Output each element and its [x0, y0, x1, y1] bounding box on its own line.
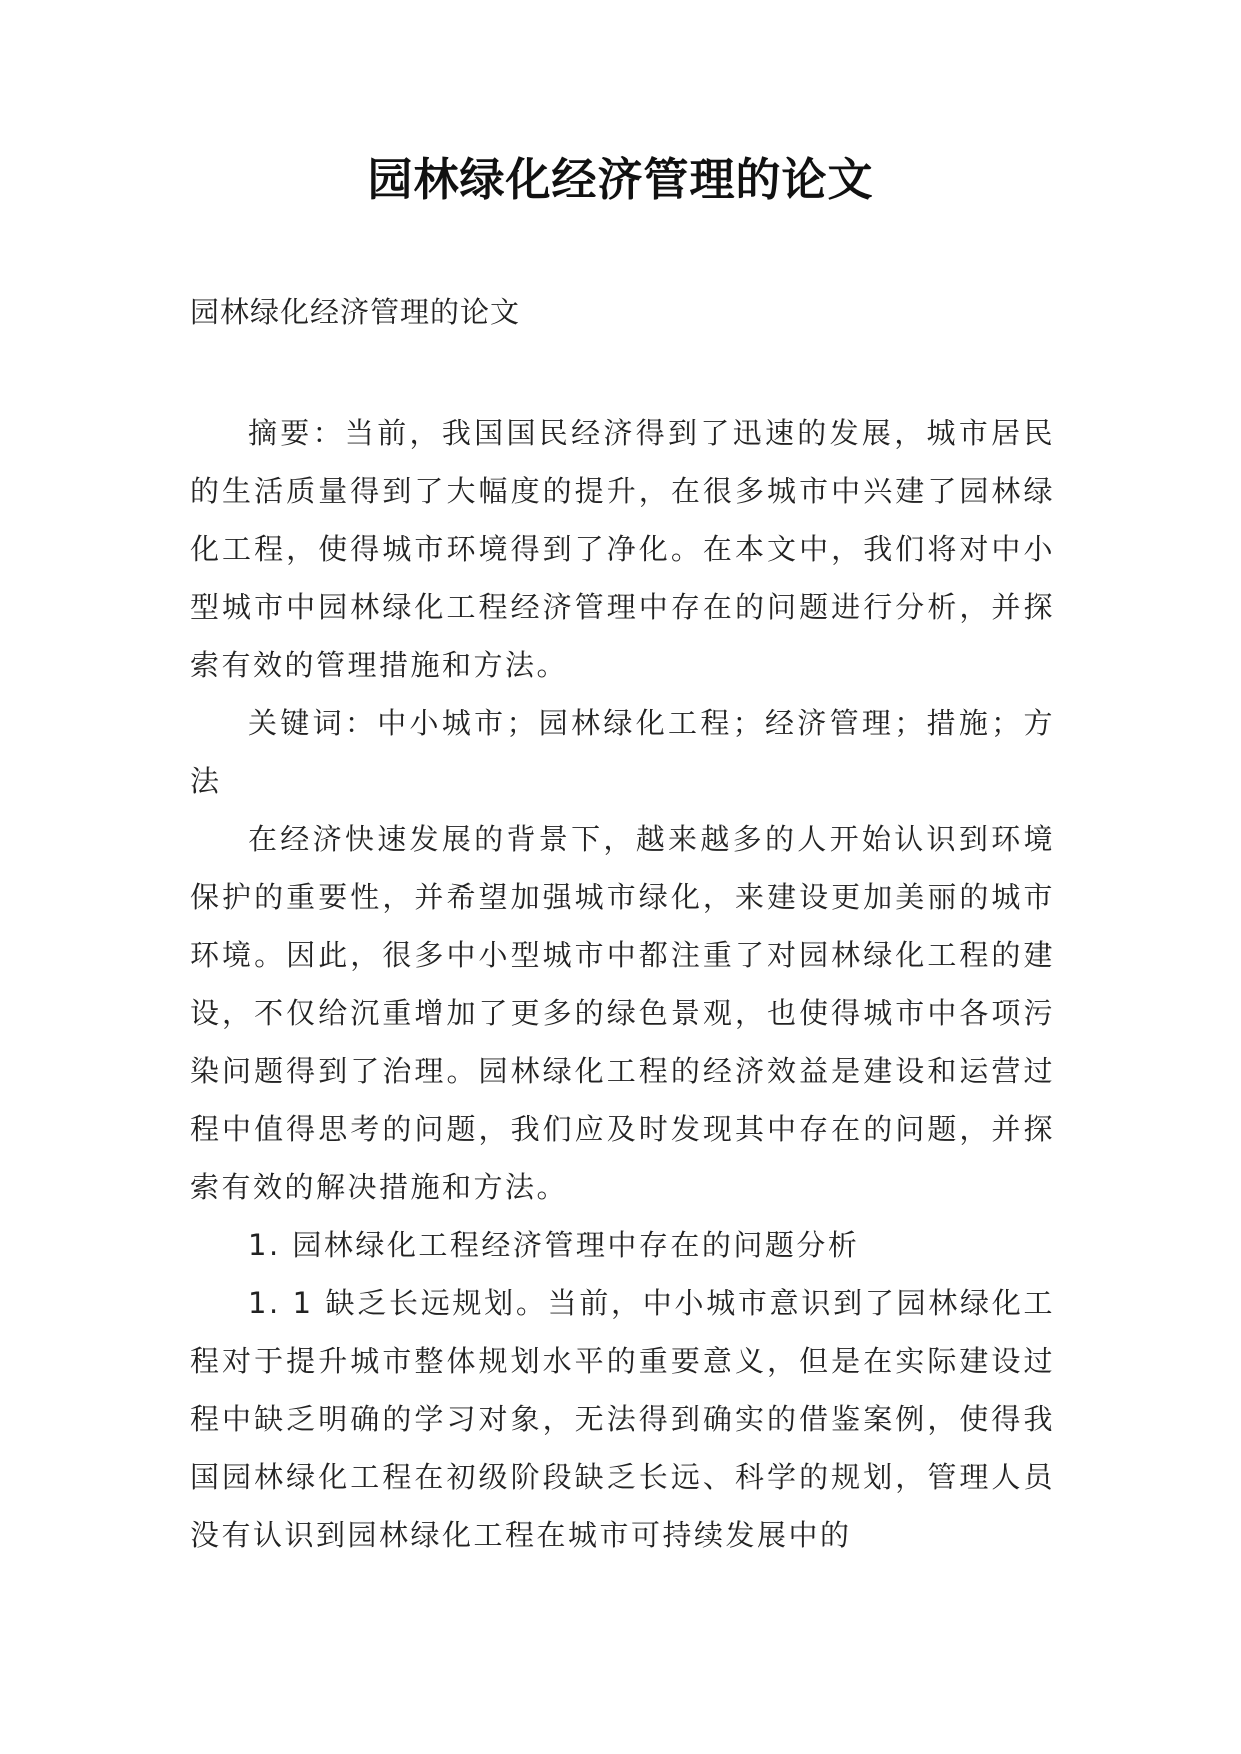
page-title: 园林绿化经济管理的论文	[367, 153, 874, 206]
section-heading: 1. 园林绿化工程经济管理中存在的问题分析	[248, 1228, 860, 1262]
document-body	[190, 404, 1055, 1564]
document-subtitle: 园林绿化经济管理的论文	[190, 295, 521, 329]
keywords-paragraph: 关键词：中小城市；园林绿化工程；经济管理；措施；方法	[190, 706, 1055, 798]
subsection-paragraph: 1. 1 缺乏长远规划。当前，中小城市意识到了园林绿化工程对于提升城市整体规划水平的重要意义，但是在实际建设过程中缺乏明确的学习对象，无法得到确实的借鉴案例，使得我国园林绿化工程在初级阶段缺乏长远、科学的规划，管理人员没有认识到园林绿化工程在城市可持续发展中的	[190, 1286, 1055, 1552]
intro-paragraph: 在经济快速发展的背景下，越来越多的人开始认识到环境保护的重要性，并希望加强城市绿化，来建设更加美丽的城市环境。因此，很多中小型城市中都注重了对园林绿化工程的建设，不仅给沉重增加了更多的绿色景观，也使得城市中各项污染问题得到了治理。园林绿化工程的经济效益是建设和运营过程中值得思考的问题，我们应及时发现其中存在的问题，并探索有效的解决措施和方法。	[190, 822, 1055, 1204]
abstract-paragraph: 摘要：当前，我国国民经济得到了迅速的发展，城市居民的生活质量得到了大幅度的提升，在很多城市中兴建了园林绿化工程，使得城市环境得到了净化。在本文中，我们将对中小型城市中园林绿化工程经济管理中存在的问题进行分析，并探索有效的管理措施和方法。	[190, 416, 1055, 682]
